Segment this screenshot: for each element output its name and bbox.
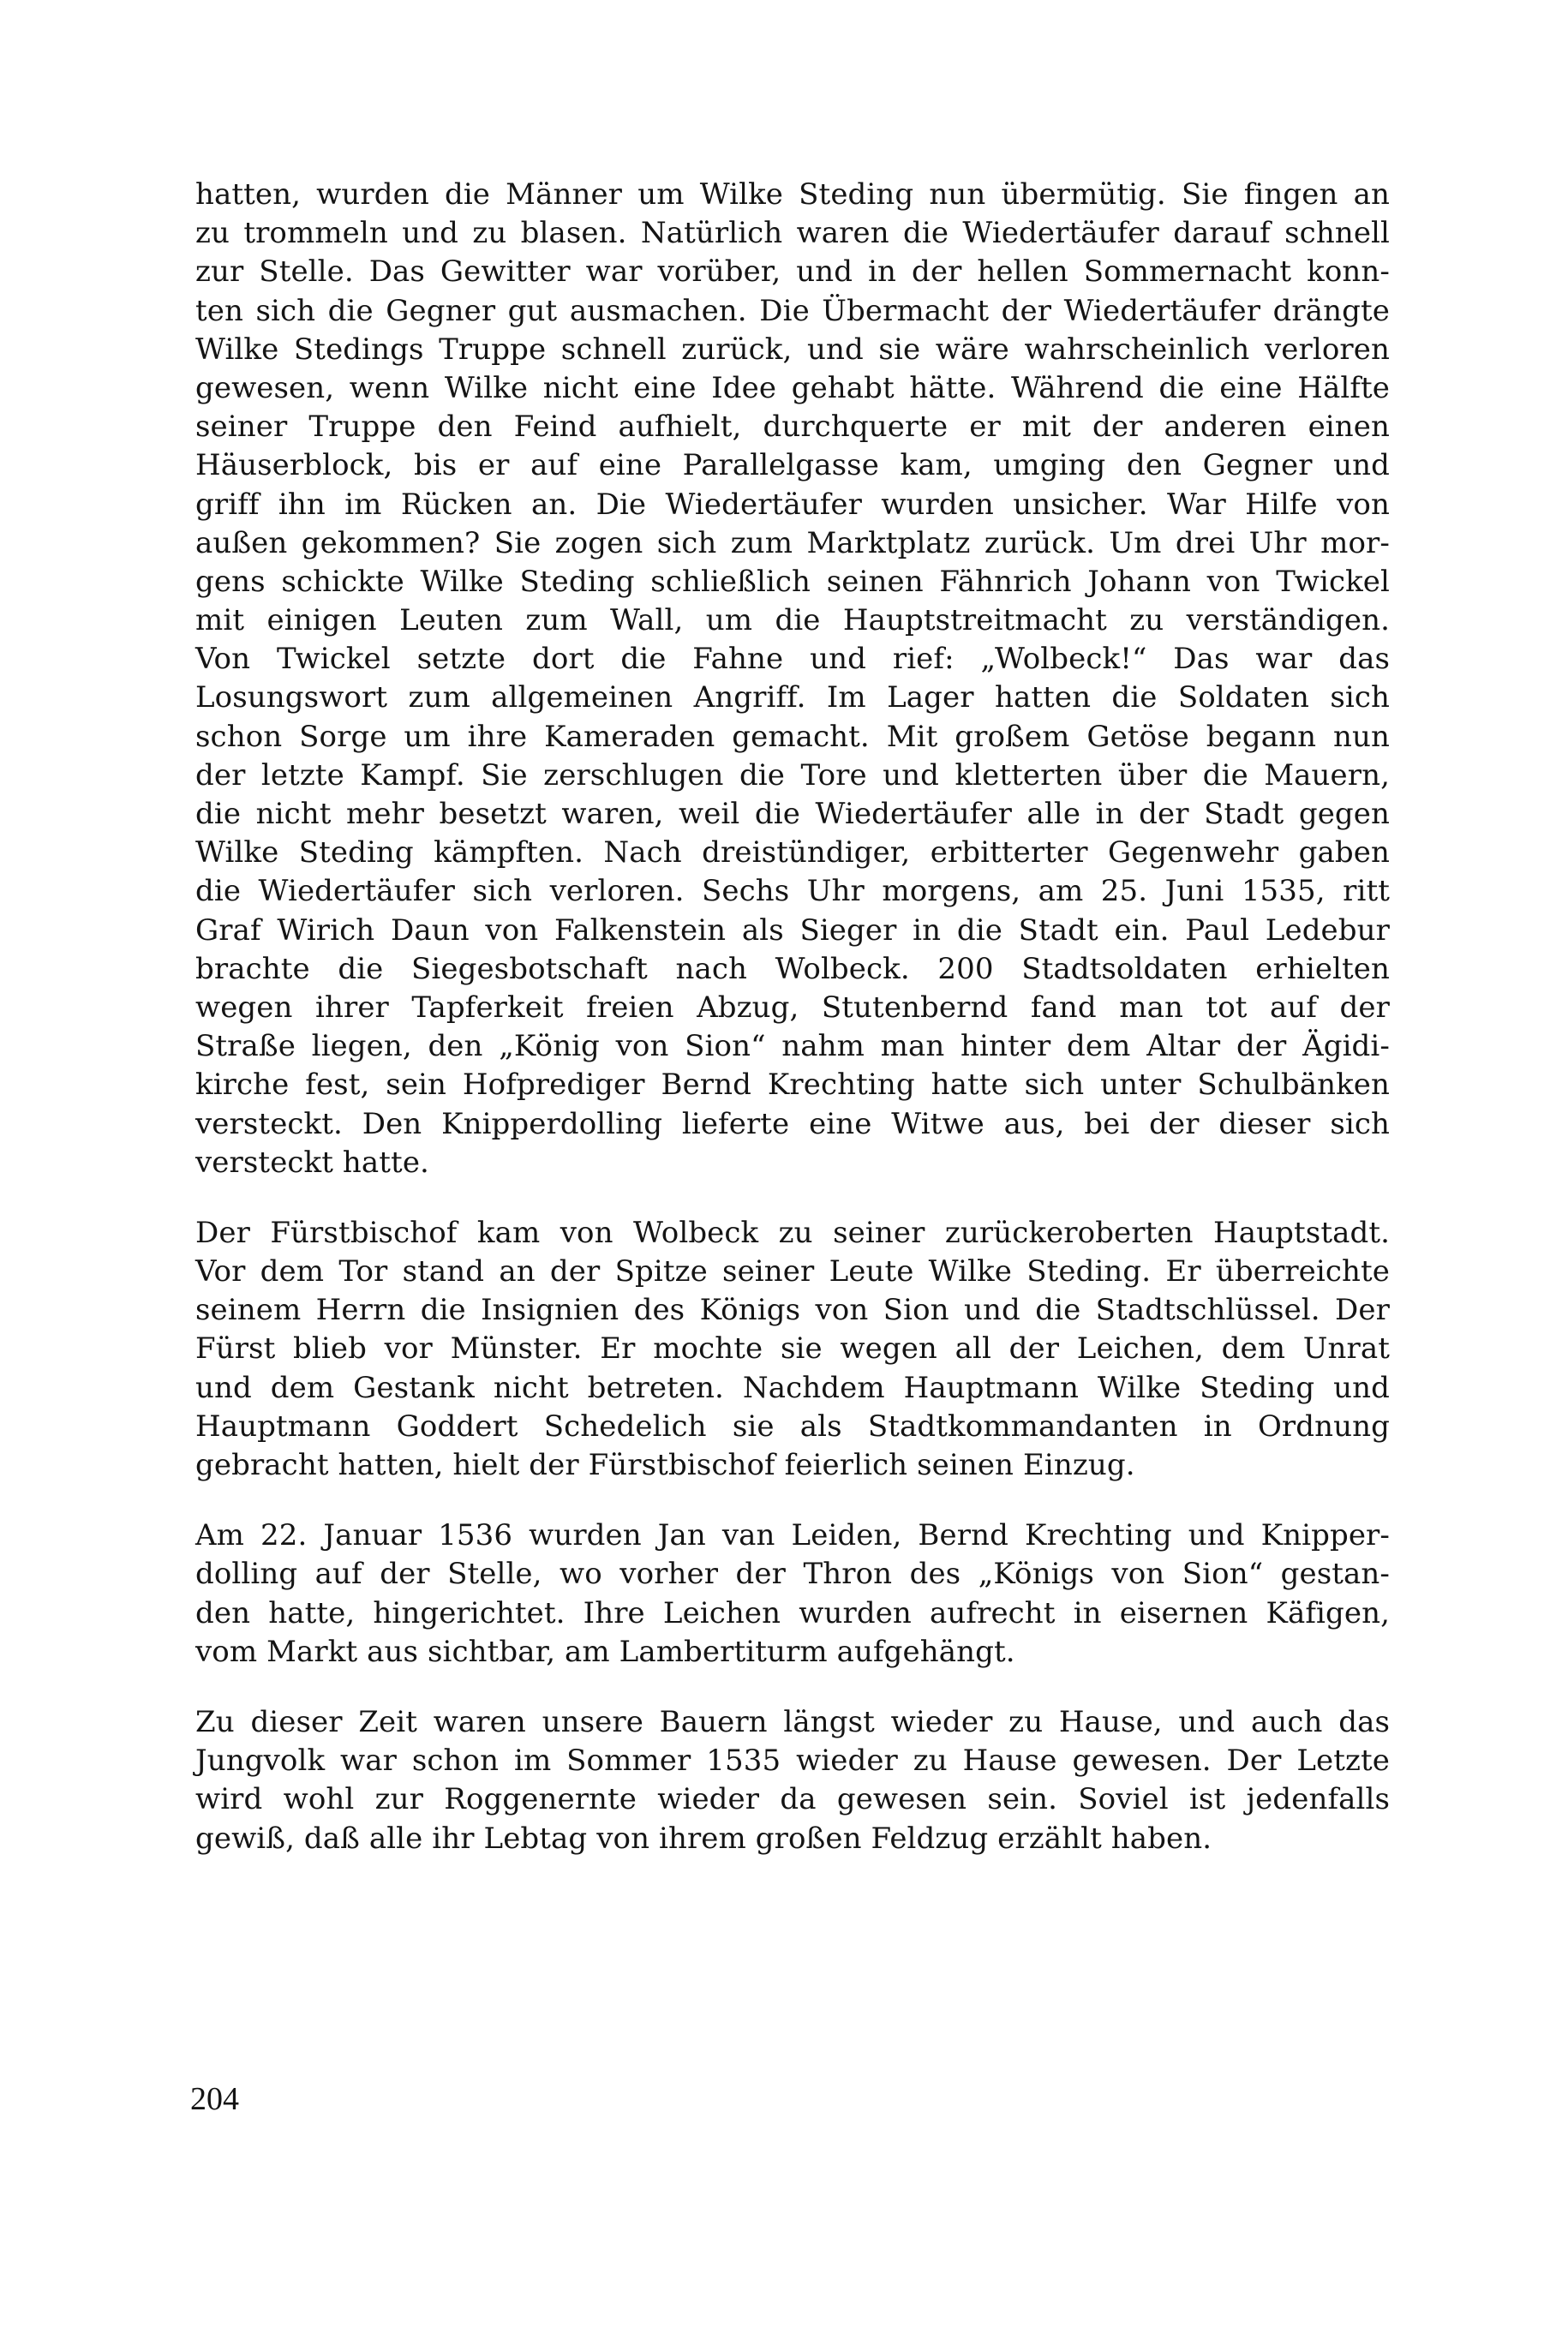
- text-line: Jungvolk war schon im Sommer 1535 wieder zu Hause gewesen. Der Letzte: [195, 1744, 1390, 1779]
- page-number: 204: [190, 2081, 239, 2117]
- text-line: brachte die Siegesbotschaft nach Wolbeck. 200 Stadtsoldaten erhielten: [195, 951, 1390, 986]
- paragraph-1: [195, 176, 1390, 1182]
- text-line: gebracht hatten, hielt der Fürstbischof feierlich seinen Einzug.: [195, 1448, 1135, 1482]
- text-line: versteckt. Den Knipperdolling lieferte eine Witwe aus, bei der dieser sich: [195, 1106, 1390, 1141]
- paragraph-gap: [195, 1672, 1390, 1703]
- text-line: vom Markt aus sichtbar, am Lambertiturm aufgehängt.: [195, 1634, 1015, 1669]
- text-line: Hauptmann Goddert Schedelich sie als Stadtkommandanten in Ordnung: [195, 1409, 1390, 1444]
- body-text: [195, 176, 1390, 1858]
- text-line: griff ihn im Rücken an. Die Wiedertäufer wurden unsicher. War Hilfe von: [195, 487, 1390, 522]
- paragraph-gap: [195, 1182, 1390, 1214]
- paragraph-2: [195, 1214, 1390, 1485]
- paragraph-4: [195, 1703, 1390, 1858]
- text-line: wird wohl zur Roggenernte wieder da gewesen sein. Soviel ist jedenfalls: [195, 1782, 1390, 1817]
- text-line: Am 22. Januar 1536 wurden Jan van Leiden, Bernd Krechting und Knipper-: [195, 1518, 1390, 1553]
- text-line: zur Stelle. Das Gewitter war vorüber, und in der hellen Sommernacht konn-: [195, 254, 1390, 290]
- text-line: die Wiedertäufer sich verloren. Sechs Uhr morgens, am 25. Juni 1535, ritt: [195, 874, 1390, 909]
- text-line: Wilke Stedings Truppe schnell zurück, und sie wäre wahrscheinlich verloren: [195, 332, 1390, 367]
- text-line: Wilke Steding kämpften. Nach dreistündiger, erbitterter Gegenwehr gaben: [195, 835, 1390, 870]
- text-line: Graf Wirich Daun von Falkenstein als Sieger in die Stadt ein. Paul Ledebur: [195, 912, 1390, 948]
- text-line: mit einigen Leuten zum Wall, um die Hauptstreitmacht zu verständigen.: [195, 603, 1390, 638]
- text-line: schon Sorge um ihre Kameraden gemacht. Mit großem Getöse begann nun: [195, 719, 1390, 754]
- text-line: Fürst blieb vor Münster. Er mochte sie wegen all der Leichen, dem Unrat: [195, 1331, 1390, 1367]
- text-line: ten sich die Gegner gut ausmachen. Die Übermacht der Wiedertäufer drängte: [195, 293, 1390, 328]
- text-line: außen gekommen? Sie zogen sich zum Marktplatz zurück. Um drei Uhr mor-: [195, 525, 1390, 560]
- text-line: gewesen, wenn Wilke nicht eine Idee gehabt hätte. Während die eine Hälfte: [195, 370, 1390, 405]
- text-line: den hatte, hingerichtet. Ihre Leichen wurden aufrecht in eisernen Käfigen,: [195, 1595, 1390, 1630]
- text-line: wegen ihrer Tapferkeit freien Abzug, Stutenbernd fand man tot auf der: [195, 990, 1390, 1025]
- text-line: seinem Herrn die Insignien des Königs von Sion und die Stadtschlüssel. Der: [195, 1293, 1390, 1328]
- text-line: dolling auf der Stelle, wo vorher der Thron des „Königs von Sion“ gestan-: [195, 1557, 1390, 1592]
- text-line: Losungswort zum allgemeinen Angriff. Im Lager hatten die Soldaten sich: [195, 680, 1390, 715]
- text-line: Zu dieser Zeit waren unsere Bauern längst wieder zu Hause, und auch das: [195, 1704, 1390, 1739]
- text-line: Straße liegen, den „König von Sion“ nahm man hinter dem Altar der Ägidi-: [195, 1029, 1390, 1064]
- text-line: der letzte Kampf. Sie zerschlugen die Tore und kletterten über die Mauern,: [195, 757, 1390, 793]
- text-line: kirche fest, sein Hofprediger Bernd Krechting hatte sich unter Schulbänken: [195, 1068, 1390, 1103]
- text-line: hatten, wurden die Männer um Wilke Steding nun übermütig. Sie fingen an: [195, 177, 1390, 212]
- paragraph-gap: [195, 1485, 1390, 1516]
- paragraph-3: [195, 1516, 1390, 1672]
- text-line: Häuserblock, bis er auf eine Parallelgasse kam, umging den Gegner und: [195, 448, 1390, 483]
- text-line: seiner Truppe den Feind aufhielt, durchquerte er mit der anderen einen: [195, 410, 1390, 445]
- text-line: versteckt hatte.: [195, 1145, 429, 1180]
- text-line: und dem Gestank nicht betreten. Nachdem Hauptmann Wilke Steding und: [195, 1370, 1390, 1405]
- text-line: zu trommeln und zu blasen. Natürlich waren die Wiedertäufer darauf schnell: [195, 216, 1390, 251]
- text-line: Von Twickel setzte dort die Fahne und rief: „Wolbeck!“ Das war das: [195, 642, 1390, 677]
- text-line: Vor dem Tor stand an der Spitze seiner Leute Wilke Steding. Er überreichte: [195, 1254, 1390, 1289]
- text-line: Der Fürstbischof kam von Wolbeck zu seiner zurückeroberten Hauptstadt.: [195, 1215, 1390, 1250]
- text-line: gens schickte Wilke Steding schließlich seinen Fähnrich Johann von Twickel: [195, 564, 1390, 599]
- text-line: gewiß, daß alle ihr Lebtag von ihrem großen Feldzug erzählt haben.: [195, 1821, 1212, 1856]
- text-line: die nicht mehr besetzt waren, weil die Wiedertäufer alle in der Stadt gegen: [195, 797, 1390, 831]
